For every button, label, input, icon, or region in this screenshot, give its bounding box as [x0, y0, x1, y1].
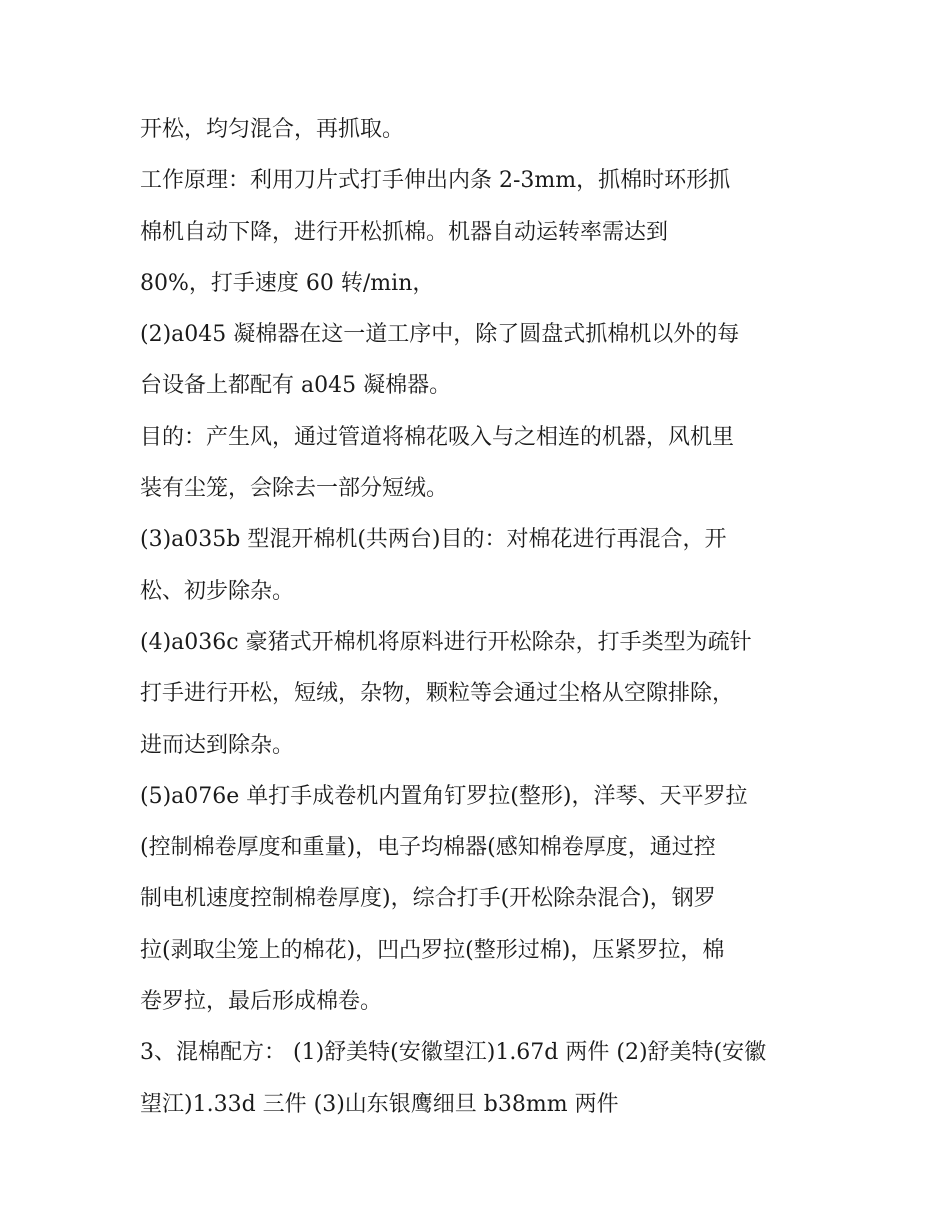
- text-line: 工作原理：利用刀片式打手伸出内条 2-3mm，抓棉时环形抓: [140, 168, 731, 194]
- text-line: (5)a076e 单打手成卷机内置角钉罗拉(整形)，洋琴、天平罗拉: [140, 783, 748, 809]
- text-line: (控制棉卷厚度和重量)，电子均棉器(感知棉卷厚度，通过控: [140, 835, 716, 861]
- document-body: [140, 104, 820, 1130]
- text-line: 目的：产生风，通过管道将棉花吸入与之相连的机器，风机里: [140, 424, 735, 450]
- text-line: 打手进行开松，短绒，杂物，颗粒等会通过尘格从空隙排除，: [140, 681, 735, 707]
- text-line: 装有尘笼，会除去一部分短绒。: [140, 476, 449, 502]
- text-line: 望江)1.33d 三件 (3)山东银鹰细旦 b38mm 两件: [140, 1091, 619, 1117]
- text-line: (4)a036c 豪猪式开棉机将原料进行开松除杂，打手类型为疏针: [140, 629, 752, 655]
- text-line: 拉(剥取尘笼上的棉花)，凹凸罗拉(整形过棉)，压紧罗拉，棉: [140, 937, 725, 963]
- text-line: 开松，均匀混合，再抓取。: [140, 117, 405, 142]
- text-line: 台设备上都配有 a045 凝棉器。: [140, 373, 452, 399]
- text-line: 棉机自动下降，进行开松抓棉。机器自动运转率需达到: [140, 219, 669, 245]
- text-line: 进而达到除杂。: [140, 732, 295, 758]
- text-line: 3、混棉配方： (1)舒美特(安徽望江)1.67d 两件 (2)舒美特(安徽: [140, 1040, 767, 1066]
- text-line: 80%，打手速度 60 转/min，: [140, 270, 435, 296]
- text-line: 制电机速度控制棉卷厚度)，综合打手(开松除杂混合)，钢罗: [140, 886, 716, 912]
- text-line: 卷罗拉，最后形成棉卷。: [140, 989, 383, 1015]
- text-line: (3)a035b 型混开棉机(共两台)目的：对棉花进行再混合，开: [140, 527, 727, 553]
- text-line: 松、初步除杂。: [140, 578, 295, 604]
- text-line: (2)a045 凝棉器在这一道工序中，除了圆盘式抓棉机以外的每: [140, 322, 740, 348]
